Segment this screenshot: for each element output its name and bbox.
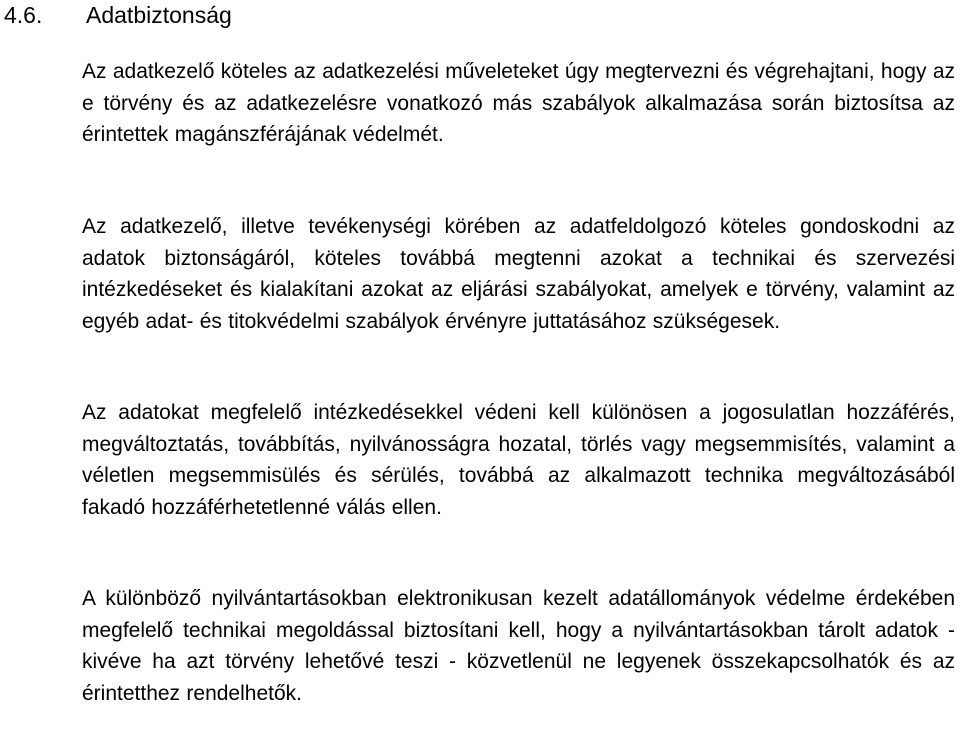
section-title: Adatbiztonság [86, 2, 232, 28]
paragraph-2: Az adatkezelő, illetve tevékenységi körében az adatfeldolgozó köteles gondoskodni az adatok biztonságáról, köteles továbbá megtenni azokat a technikai és szervezési intézkedéseket és kialakítani azokat az eljárási szabályokat, amelyek e törvény, valamint az egyéb adat- és titokvédelmi szabályok érvényre juttatásához szükségesek. [82, 215, 955, 333]
paragraph-1: Az adatkezelő köteles az adatkezelési műveleteket úgy megtervezni és végrehajtani, hogy az e törvény és az adatkezelésre vonatkozó más szabályok alkalmazása során biztosítsa az érintettek magánszférájának védelmét. [82, 60, 955, 147]
paragraph-3: Az adatokat megfelelő intézkedésekkel védeni kell különösen a jogosulatlan hozzáférés, megváltoztatás, továbbítás, nyilvánosságra hozatal, törlés vagy megsemmisítés, valamint a véletlen megsemmisülés és sérülés, továbbá az alkalmazott technika megváltozásából fakadó hozzáférhetetlenné válás ellen. [82, 401, 955, 519]
section-heading [4, 0, 232, 30]
paragraph-4: A különböző nyilvántartásokban elektronikusan kezelt adatállományok védelme érdekében megfelelő technikai megoldással biztosítani kell, hogy a nyilvántartásokban tárolt adatok - kivéve ha azt törvény lehetővé teszi - közvetlenül ne legyenek összekapcsolhatók és az érintetthez rendelhetők. [82, 587, 955, 705]
section-number: 4.6. [4, 2, 43, 28]
